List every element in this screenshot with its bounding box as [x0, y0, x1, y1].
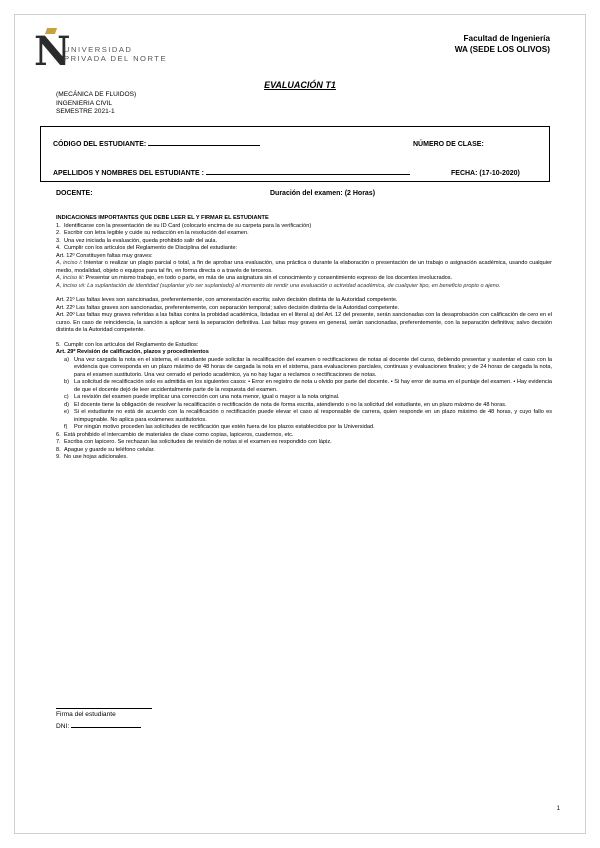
- article-21: Art. 21º Las faltas leves son sancionadas, preferentemente, con amonestación escrita; salvo decisión distinta de la Autoridad competente.: [56, 297, 398, 303]
- inciso-i: A, inciso i: Intentar o realizar un plagio parcial o total, a fin de aprobar una evaluación, una práctica o durante la elaboración o presentación de un trabajo o asignación académica, usando cualquier medio, modalidad, objeto o equipos para tal fin, en forma directa o a través de terceros.: [56, 260, 552, 274]
- dni-field[interactable]: [56, 723, 141, 730]
- instructions-section: [56, 215, 552, 462]
- career-name: INGENIERIA CIVIL: [56, 99, 113, 107]
- list-item: a) Una vez cargada la nota en el sistema, el estudiante puede solicitar la recalificación del examen o rectificaciones de notas al docente del curso, debiendo presentar y sustentar el caso con la evidencia que corresponda en un plazo máximo de 48 horas de cargada la nota en el sistema, para evaluaciones parciales, continuas y evaluaciones finales; y de 24 horas de cargada la nota, para el examen sustitutorio. Una vez cerrado el periodo académico, ya no hay lugar a reclamos o rectificaciones de notas.: [64, 356, 552, 378]
- article-29: Art. 29º Revisión de calificación, plazos y procedimientos: [56, 349, 209, 355]
- student-code-field[interactable]: [53, 141, 260, 148]
- page-number: 1: [556, 806, 560, 812]
- list-item: 3. Una vez iniciada la evaluación, queda prohibido salir del aula.: [56, 237, 217, 244]
- list-item: 6. Está prohibido el intercambio de materiales de clase como copias, lapiceros, cuadernos, etc.: [56, 431, 294, 438]
- list-item: 5. Cumplir con los artículos del Reglamento de Estudios:: [56, 341, 199, 348]
- article-12: Art. 12º Constituyen faltas muy graves:: [56, 252, 153, 259]
- student-info-box: [40, 126, 550, 182]
- list-item: 7. Escriba con lapicero. Se rechazan las solicitudes de revisión de notas si el examen es respondido con lápiz.: [56, 439, 332, 445]
- student-names-field[interactable]: [53, 170, 410, 177]
- semester: SEMESTRE 2021-1: [56, 108, 115, 116]
- logo-letter: N: [34, 28, 71, 75]
- course-info: [56, 91, 136, 117]
- article-20: Art. 20º Las faltas muy graves referidas a las faltas contra la probidad académica, listadas en el literal a) del Art. 12 del presente, serán sancionadas con la desaprobación con calificación de cero en el curso. En caso de reincidencia, la sanción a aplicar será la separación definitiva. Las faltas muy graves en general, serán sancionadas, preferentemente, con la separación definitiva; salvo decisión distinta de la Autoridad competente.: [56, 312, 552, 333]
- faculty-name: Facultad de Ingeniería: [463, 34, 550, 43]
- logo-line2: PRIVADA DEL NORTE: [64, 54, 168, 63]
- university-logo: [34, 30, 194, 74]
- signature-label: Firma del estudiante: [56, 711, 116, 718]
- student-names-label: APELLIDOS Y NOMBRES DEL ESTUDIANTE :: [53, 170, 206, 177]
- list-item: d) El docente tiene la obligación de resolver la recalificación o rectificación de nota de forma escrita, atendiendo o no la solicitud del estudiante, en un plazo máximo de 48 horas.: [64, 401, 507, 408]
- docente-label: DOCENTE:: [56, 190, 93, 197]
- signature-line[interactable]: [56, 708, 152, 709]
- list-item: f) Por ningún motivo proceden las solicitudes de rectificación que estén fuera de los plazos establecidos por la Universidad.: [64, 424, 375, 430]
- inciso-vii: A, inciso vii: La suplantación de identidad (suplantar y/o ser suplantado) al momento de rendir una evaluación o actividad académica, de cualquier tipo, en beneficio propio o ajeno.: [56, 282, 501, 289]
- dni-line: [71, 726, 141, 728]
- list-item: 1. Identificarse con la presentación de su ID Card (colocarlo encima de su carpeta para la verificación): [56, 222, 312, 229]
- student-names-line: [206, 173, 410, 175]
- student-code-label: CÓDIGO DEL ESTUDIANTE:: [53, 141, 149, 148]
- list-item: 9. No use hojas adicionales.: [56, 454, 128, 460]
- campus-name: WA (SEDE LOS OLIVOS): [454, 45, 550, 54]
- exam-duration: Duración del examen: (2 Horas): [270, 190, 376, 197]
- student-code-line: [148, 144, 260, 146]
- list-item: 2. Escribir con letra legible y cuide su redacción en la resolución del examen.: [56, 230, 249, 236]
- list-item: 8. Apague y guarde su teléfono celular.: [56, 446, 155, 453]
- list-item: 4. Cumplir con los artículos del Reglamento de Disciplina del estudiante:: [56, 245, 238, 251]
- article-22: Art. 22º Las faltas graves son sancionadas, preferentemente, con separación temporal; salvo decisión distinta de la Autoridad competente.: [56, 304, 400, 311]
- list-item: c) La revisión del examen puede implicar una corrección con una nota menor, igual o mayor a la nota original.: [64, 394, 340, 400]
- logo-line1: UNIVERSIDAD: [64, 45, 133, 54]
- dni-label: DNI:: [56, 723, 72, 730]
- class-number-label: NÚMERO DE CLASE:: [413, 141, 484, 148]
- logo-text: [64, 45, 167, 63]
- list-item: e) Si el estudiante no está de acuerdo con la recalificación o rectificación puede elevar el caso al responsable de carrera, quien responde en un plazo máximo de 48 horas, y cuyo fallo es inimpugnable. No aplica para exámenes sustitutorios.: [64, 409, 552, 423]
- instructions-heading: INDICACIONES IMPORTANTES QUE DEBE LEER EL Y FIRMAR EL ESTUDIANTE: [56, 215, 269, 221]
- exam-title: EVALUACIÓN T1: [264, 80, 336, 90]
- exam-date: FECHA: (17-10-2020): [451, 170, 520, 177]
- faculty-header: [455, 33, 550, 55]
- inciso-iii: A, inciso iii: Presentar un mismo trabajo, en todo o parte, en más de una asignatura sin el conocimiento y consentimiento expreso de los docentes involucrados.: [56, 275, 453, 281]
- course-name: (MECÁNICA DE FLUIDOS): [56, 91, 137, 98]
- list-item: b) La solicitud de recalificación solo es admitida en los siguientes casos: • Error en registro de nota u olvido por parte del docente. • Si hay error de suma en el puntaje del examen. • Hay evidencia de que el docente dejó de leer accidentalmente parte de la respuesta del examen.: [64, 379, 552, 393]
